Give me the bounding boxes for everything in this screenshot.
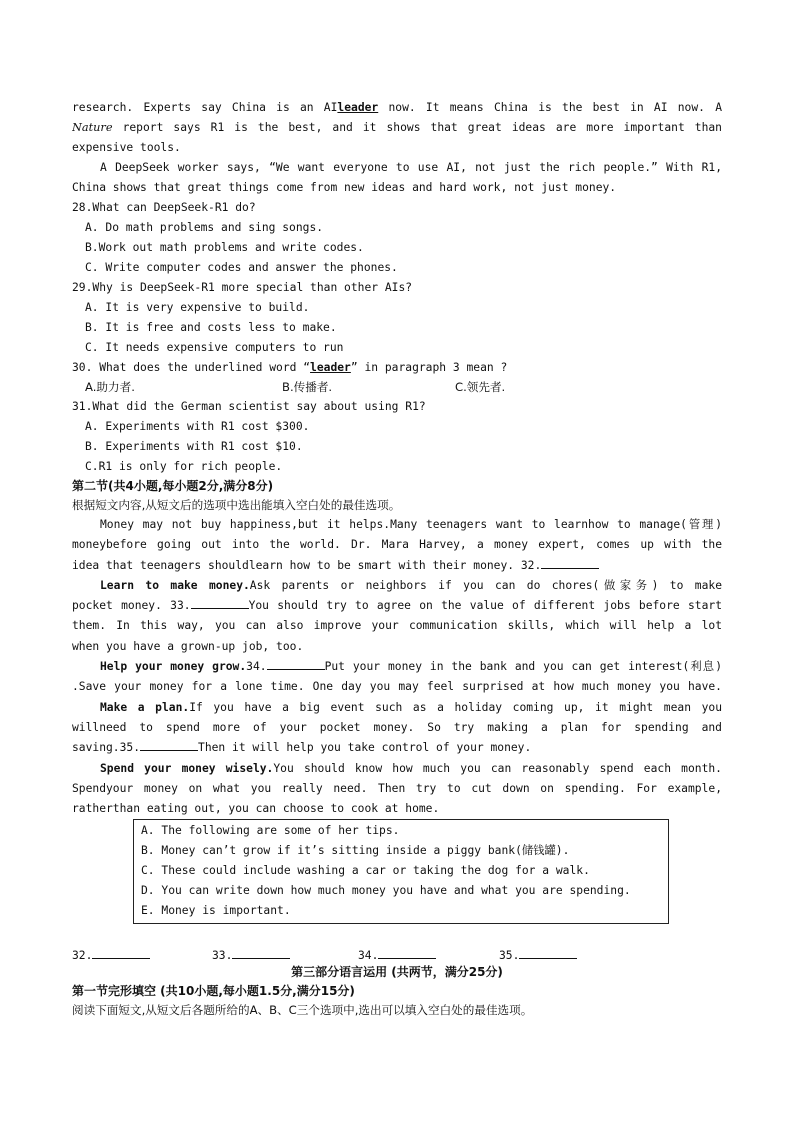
answer-blank-32[interactable] <box>541 558 599 569</box>
question-option[interactable]: A. Experiments with R1 cost $300. <box>85 420 310 433</box>
question-option[interactable]: A. It is very expensive to build. <box>85 301 310 314</box>
choice-option[interactable]: C. These could include washing a car or taking the dog for a walk. <box>141 864 590 878</box>
choice-option[interactable]: B. Money can’t grow if it’s sitting inside a piggy bank(储钱罐). <box>141 844 570 858</box>
question-stem: 28.What can DeepSeek-R1 do? <box>72 201 256 214</box>
tip-heading: Make a plan. <box>100 700 190 714</box>
passage-line: moneybefore going out into the world. Dr. Mara Harvey, a money expert, comes up with the <box>72 538 722 552</box>
passage-line: them. In this way, you can also improve your communication skills, which will help a lot <box>72 619 722 633</box>
question-option[interactable]: C.领先者. <box>455 380 506 394</box>
question-option[interactable]: B. Experiments with R1 cost $10. <box>85 440 303 453</box>
passage-line: Spendyour money on what you really need. Then try to cut down on spending. For example, <box>72 781 722 795</box>
question-stem: 30. What does the underlined word “leader” in paragraph 3 mean ? <box>72 361 508 374</box>
question-stem: 29.Why is DeepSeek-R1 more special than other AIs? <box>72 281 413 294</box>
section-heading: 第一节完形填空 (共10小题,每小题1.5分,满分15分) <box>72 984 355 999</box>
passage-line: willneed to spend more of your pocket money. So try making a plan for spending and <box>72 720 722 734</box>
question-option[interactable]: B.Work out math problems and write codes. <box>85 241 364 254</box>
underlined-word-leader: leader <box>337 101 379 114</box>
answer-slot-34[interactable]: 34. <box>358 946 499 966</box>
answer-blank-34[interactable] <box>267 659 325 670</box>
part-heading: 第三部分语言运用 (共两节，满分25分) <box>291 965 503 980</box>
question-option[interactable]: C. It needs expensive computers to run <box>85 341 344 354</box>
section-instruction: 根据短文内容,从短文后的选项中选出能填入空白处的最佳选项。 <box>72 498 401 512</box>
answer-slot-32[interactable]: 32. <box>72 946 212 966</box>
choices-box <box>133 819 669 924</box>
passage-line: Money may not buy happiness,but it helps.Many teenagers want to learnhow to manage(管理) <box>100 518 722 531</box>
question-option[interactable]: C.R1 is only for rich people. <box>85 460 283 473</box>
question-option[interactable]: A.助力者. <box>85 380 135 394</box>
choice-option[interactable]: D. You can write down how much money you have and what you are spending. <box>141 884 631 898</box>
section-heading: 第二节(共4小题,每小题2分,满分8分) <box>72 479 274 493</box>
answer-blank-35[interactable] <box>140 740 198 751</box>
passage-line: research. Experts say China is an AIleader now. It means China is the best in AI now. A <box>72 101 722 114</box>
question-option[interactable]: B.传播者. <box>282 380 333 394</box>
passage-line: when you have a grown-up job, too. <box>72 639 304 653</box>
question-option[interactable]: C. Write computer codes and answer the phones. <box>85 261 398 274</box>
passage-line: pocket money. 33. You should try to agree on the value of different jobs before start <box>72 599 722 613</box>
passage-line: Make a plan.If you have a big event such as a holiday coming up, it might mean you <box>100 700 722 714</box>
passage-line: idea that teenagers shouldlearn how to be smart with their money. 32. <box>72 556 722 576</box>
answer-slot-35[interactable]: 35. <box>499 946 577 966</box>
tip-heading: Learn to make money. <box>100 578 250 592</box>
question-option[interactable]: A. Do math problems and sing songs. <box>85 221 324 234</box>
passage-line: China shows that great things come from new ideas and hard work, not just money. <box>72 181 617 194</box>
passage-line: saving.35. Then it will help you take control of your money. <box>72 741 532 755</box>
answer-slot-33[interactable]: 33. <box>212 946 358 966</box>
underlined-word-leader: leader <box>310 361 351 374</box>
tip-heading: Help your money grow. <box>100 660 247 674</box>
tip-heading: Spend your money wisely. <box>100 761 274 775</box>
exam-page <box>72 98 722 1020</box>
choice-option[interactable]: A. The following are some of her tips. <box>141 824 400 838</box>
passage-line: .Save your money for a lone time. One day you may feel surprised at how much money you have. <box>72 680 722 694</box>
question-stem: 31.What did the German scientist say about using R1? <box>72 400 426 413</box>
italic-word-nature: Nature <box>72 121 113 134</box>
passage-line: Nature report says R1 is the best, and it shows that great ideas are more important than <box>72 121 722 134</box>
passage-line: Learn to make money.Ask parents or neighbors if you can do chores(做家务) to make <box>100 578 722 592</box>
passage-line: A DeepSeek worker says, “We want everyone to use AI, not just the rich people.” With R1, <box>100 161 722 174</box>
section-instruction: 阅读下面短文,从短文后各题所给的A、B、C三个选项中,选出可以填入空白处的最佳选项。 <box>72 1003 533 1018</box>
choice-option[interactable]: E. Money is important. <box>141 904 291 918</box>
question-options-row <box>72 378 722 397</box>
answer-blank-33[interactable] <box>191 598 249 609</box>
passage-line: expensive tools. <box>72 141 181 154</box>
passage-line: Spend your money wisely.You should know how much you can reasonably spend each month. <box>100 761 722 775</box>
passage-line: ratherthan eating out, you can choose to cook at home. <box>72 802 440 816</box>
question-option[interactable]: B. It is free and costs less to make. <box>85 321 337 334</box>
passage-line: Help your money grow.34. Put your money in the bank and you can get interest(利息) <box>100 660 722 674</box>
